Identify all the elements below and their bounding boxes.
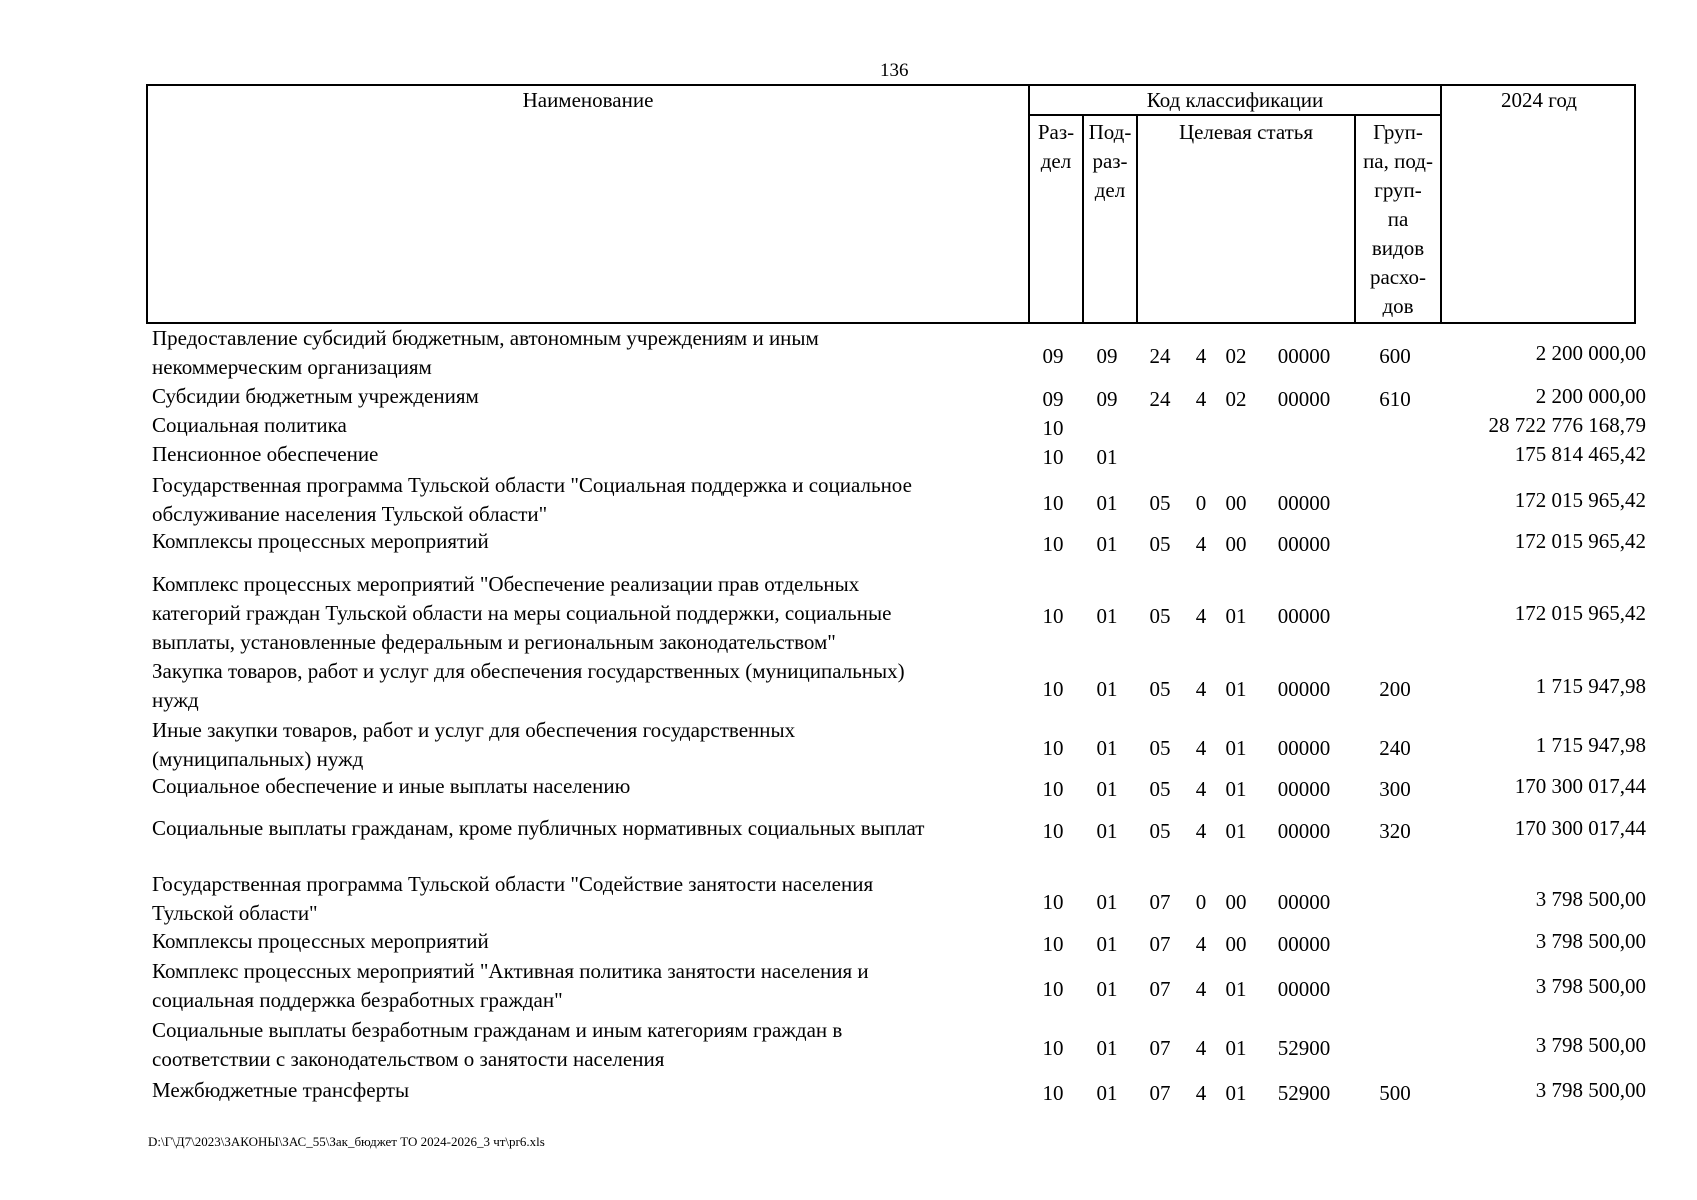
row-cs1: 05 [1149,604,1171,628]
row-cs1: 05 [1149,676,1171,701]
row-cs1: 07 [1149,889,1171,914]
row-cs4: 00000 [1277,676,1331,701]
row-cs2: 4 [1195,976,1207,1001]
page-number: 136 [880,60,909,81]
row-amount: 2 200 000,00 [1535,340,1646,365]
row-amount: 1 715 947,98 [1535,732,1646,757]
table-row [146,471,1646,529]
row-cs2: 4 [1195,1081,1207,1105]
row-podrazdel: 01 [1096,490,1118,515]
row-amount: 3 798 500,00 [1535,1032,1646,1057]
row-razdel: 09 [1042,387,1064,411]
table-row [146,716,1646,774]
row-cs2: 4 [1195,532,1207,556]
row-cs2: 4 [1195,932,1207,956]
row-podrazdel: 09 [1096,387,1118,411]
row-cs1: 07 [1149,976,1171,1001]
header-target: Целевая статья [1178,120,1314,144]
row-group: 200 [1379,676,1411,701]
table-row [146,382,1646,411]
row-amount: 3 798 500,00 [1535,973,1646,998]
row-cs4: 00000 [1277,777,1331,801]
row-amount: 2 200 000,00 [1535,384,1646,408]
row-razdel: 10 [1042,976,1064,1001]
row-name: Комплекс процессных мероприятий "Обеспечение реализации прав отдельных категорий граждан Тульской области на меры социальной поддержки, социальные выплаты, установленные федеральным и региональным законодательством" [152,572,892,654]
row-cs3: 00 [1225,490,1247,515]
row-cs2: 4 [1195,676,1207,701]
row-cs3: 00 [1225,932,1247,956]
row-group: 610 [1379,387,1411,411]
table-row [146,411,1646,440]
row-cs4: 00000 [1277,604,1331,628]
row-amount: 172 015 965,42 [1514,529,1646,553]
header-section: Раз- дел [1037,120,1075,173]
row-cs1: 05 [1149,735,1171,760]
row-name: Пенсионное обеспечение [152,442,379,466]
row-amount: 172 015 965,42 [1514,487,1646,512]
row-name: Комплексы процессных мероприятий [152,529,489,553]
table-row [146,570,1646,657]
row-podrazdel: 01 [1096,604,1118,628]
row-name: Социальное обеспечение и иные выплаты населению [152,774,631,798]
row-cs2: 4 [1195,735,1207,760]
row-cs2: 4 [1195,777,1207,801]
row-cs1: 07 [1149,932,1171,956]
row-cs4: 52900 [1277,1035,1331,1060]
row-amount: 3 798 500,00 [1535,1078,1646,1102]
header-classification: Код классификации [1146,88,1324,112]
row-cs4: 00000 [1277,532,1331,556]
header-year: 2024 год [1501,88,1577,112]
row-razdel: 10 [1042,735,1064,760]
row-razdel: 09 [1042,343,1064,368]
row-name: Государственная программа Тульской области "Содействие занятости населения Тульской области" [152,872,874,925]
row-name: Предоставление субсидий бюджетным, автономным учреждениям и иным некоммерческим организациям [152,326,819,379]
row-name: Государственная программа Тульской области "Социальная поддержка и социальное обслуживание населения Тульской области" [152,473,912,526]
row-amount: 170 300 017,44 [1514,774,1646,798]
row-cs4: 00000 [1277,976,1331,1001]
row-cs4: 00000 [1277,889,1331,914]
row-cs4: 00000 [1277,387,1331,411]
row-group: 240 [1379,735,1411,760]
row-podrazdel: 01 [1096,976,1118,1001]
row-cs1: 05 [1149,490,1171,515]
row-cs3: 01 [1225,604,1247,628]
table-row [146,957,1646,1015]
row-podrazdel: 01 [1096,445,1118,469]
row-podrazdel: 01 [1096,889,1118,914]
row-amount: 3 798 500,00 [1535,886,1646,911]
row-podrazdel: 01 [1096,735,1118,760]
row-razdel: 10 [1042,1081,1064,1105]
row-razdel: 10 [1042,445,1064,469]
row-razdel: 10 [1042,777,1064,801]
row-cs2: 4 [1195,604,1207,628]
row-cs3: 01 [1225,676,1247,701]
row-cs1: 05 [1149,819,1171,843]
row-cs3: 00 [1225,889,1247,914]
row-amount: 170 300 017,44 [1514,816,1646,840]
row-name: Комплекс процессных мероприятий "Активная политика занятости населения и социальная поддержка безработных граждан" [152,959,869,1012]
table-row [146,927,1646,956]
row-razdel: 10 [1042,490,1064,515]
row-cs3: 01 [1225,976,1247,1001]
row-cs3: 01 [1225,777,1247,801]
row-podrazdel: 01 [1096,1035,1118,1060]
table-header [146,84,1636,324]
table-row [146,1076,1646,1105]
table-row [146,1016,1646,1074]
row-razdel: 10 [1042,416,1064,440]
table-row [146,440,1646,469]
table-row [146,657,1646,715]
row-amount: 1 715 947,98 [1535,673,1646,698]
row-name: Субсидии бюджетным учреждениям [152,384,479,408]
row-group: 300 [1379,777,1411,801]
row-cs2: 0 [1195,889,1207,914]
row-cs4: 00000 [1277,819,1331,843]
row-cs1: 24 [1149,387,1171,411]
row-cs3: 01 [1225,1081,1247,1105]
table-row [146,324,1646,382]
row-razdel: 10 [1042,819,1064,843]
row-podrazdel: 01 [1096,1081,1118,1105]
row-razdel: 10 [1042,932,1064,956]
row-cs1: 07 [1149,1081,1171,1105]
row-name: Социальная политика [152,413,347,437]
row-razdel: 10 [1042,889,1064,914]
row-cs3: 01 [1225,819,1247,843]
row-razdel: 10 [1042,676,1064,701]
row-name: Социальные выплаты безработным гражданам и иным категориям граждан в соответствии с законодательством о занятости населения [152,1018,843,1071]
row-amount: 175 814 465,42 [1514,442,1646,466]
row-cs3: 02 [1225,387,1247,411]
row-cs4: 00000 [1277,343,1331,368]
row-razdel: 10 [1042,532,1064,556]
row-cs4: 00000 [1277,490,1331,515]
row-name: Иные закупки товаров, работ и услуг для обеспечения государственных (муниципальных) нужд [152,718,796,771]
row-cs3: 01 [1225,735,1247,760]
row-cs3: 02 [1225,343,1247,368]
row-group: 320 [1379,819,1411,843]
table-row [146,870,1646,928]
row-cs1: 24 [1149,343,1171,368]
table-row [146,527,1646,556]
row-razdel: 10 [1042,1035,1064,1060]
row-podrazdel: 01 [1096,932,1118,956]
row-cs2: 4 [1195,387,1207,411]
row-amount: 172 015 965,42 [1514,601,1646,625]
table-row [146,772,1646,801]
row-cs2: 4 [1195,343,1207,368]
row-cs1: 05 [1149,532,1171,556]
row-cs4: 52900 [1277,1081,1331,1105]
row-podrazdel: 01 [1096,676,1118,701]
row-cs1: 07 [1149,1035,1171,1060]
row-group: 600 [1379,343,1411,368]
row-podrazdel: 01 [1096,777,1118,801]
row-name: Социальные выплаты гражданам, кроме публичных нормативных социальных выплат [152,816,925,840]
table-row [146,814,1646,843]
row-cs3: 01 [1225,1035,1247,1060]
row-cs2: 0 [1195,490,1207,515]
row-razdel: 10 [1042,604,1064,628]
header-name: Наименование [522,88,654,112]
row-podrazdel: 09 [1096,343,1118,368]
row-cs3: 00 [1225,532,1247,556]
row-cs2: 4 [1195,1035,1207,1060]
file-path: D:\Г\Д7\2023\ЗАКОНЫ\ЗАС_55\Зак_бюджет ТО 2024-2026_3 чт\pr6.xls [148,1134,545,1149]
row-cs2: 4 [1195,819,1207,843]
row-name: Комплексы процессных мероприятий [152,929,489,953]
row-cs1: 05 [1149,777,1171,801]
row-cs4: 00000 [1277,735,1331,760]
row-name: Закупка товаров, работ и услуг для обеспечения государственных (муниципальных) нужд [152,659,905,712]
row-group: 500 [1379,1081,1411,1105]
row-podrazdel: 01 [1096,819,1118,843]
row-cs4: 00000 [1277,932,1331,956]
header-subsection: Под- раз- дел [1088,120,1132,202]
row-amount: 3 798 500,00 [1535,929,1646,953]
header-group: Груп- па, под- груп- па видов расхо- дов [1363,120,1433,318]
row-amount: 28 722 776 168,79 [1488,413,1646,437]
row-name: Межбюджетные трансферты [152,1078,410,1102]
row-podrazdel: 01 [1096,532,1118,556]
